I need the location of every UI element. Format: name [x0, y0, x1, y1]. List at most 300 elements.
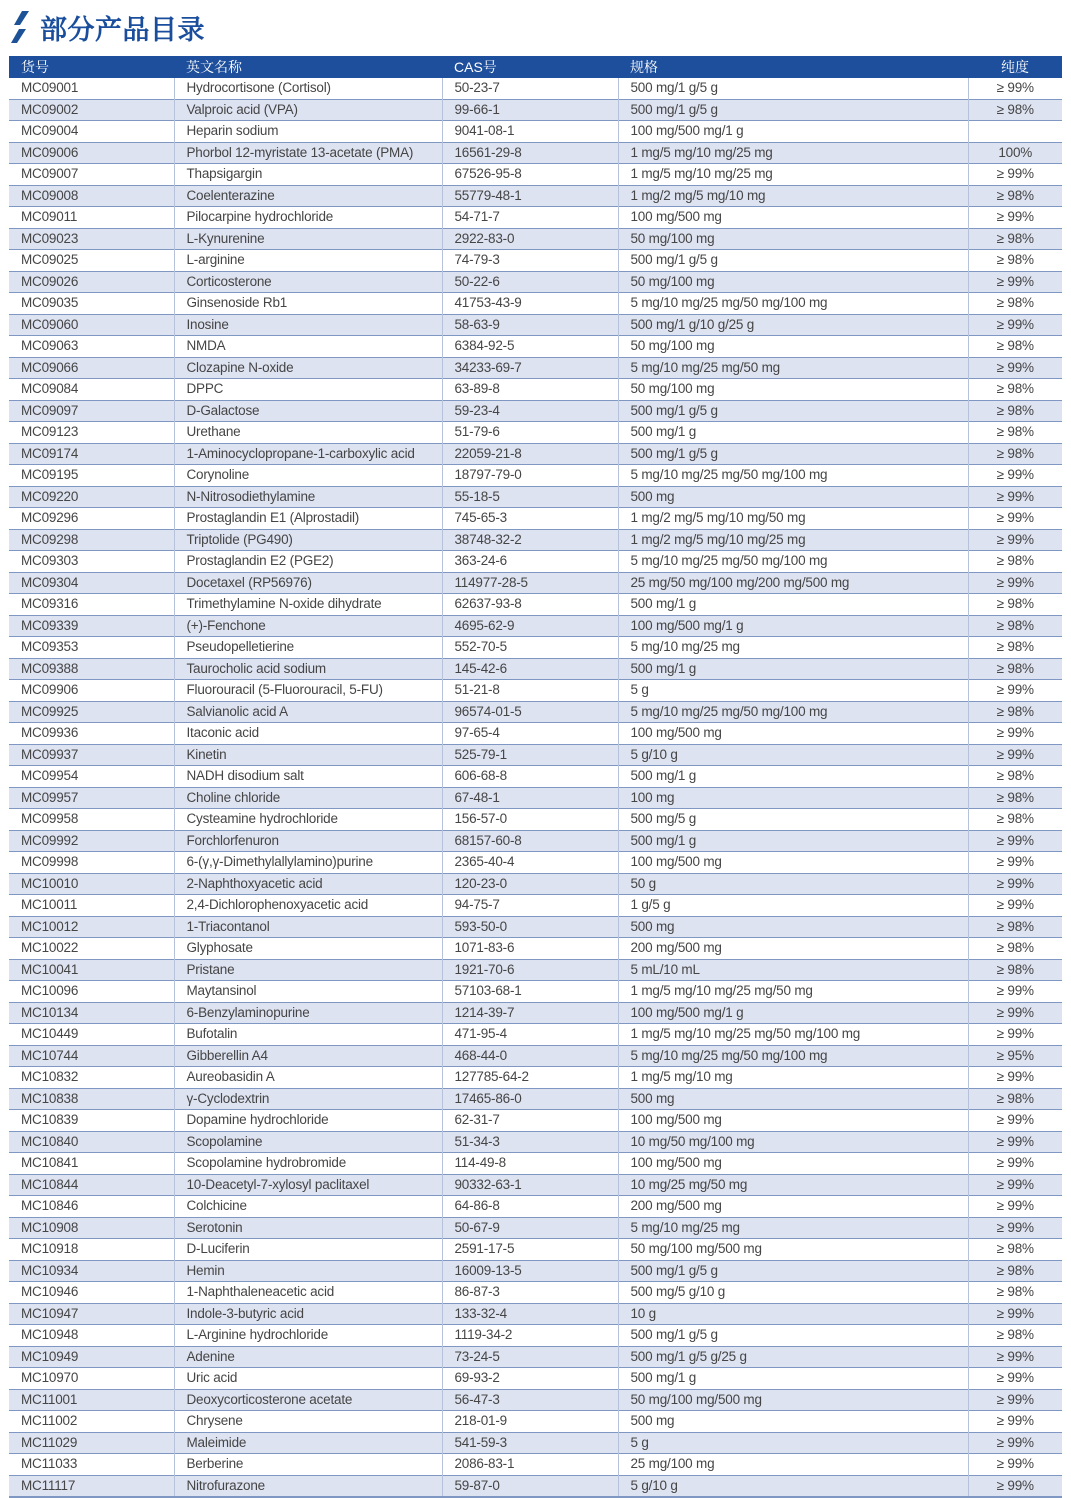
- cell-item_no: MC09025: [21, 252, 79, 267]
- cell-purity: ≥ 99%: [968, 981, 1062, 1003]
- table-row: [9, 142, 1062, 164]
- table-row: [9, 787, 1062, 809]
- cell-spec: 100 mg/500 mg: [618, 723, 968, 745]
- table-row: [9, 1002, 1062, 1024]
- cell-item_no: MC10022: [21, 940, 79, 955]
- cell-item_no: MC09035: [21, 295, 79, 310]
- cell-purity: ≥ 95%: [968, 1045, 1062, 1067]
- cell-spec: 500 mg/1 g/5 g: [618, 99, 968, 121]
- cell-item_no: MC09023: [21, 230, 79, 246]
- cell-cas: 99-66-1: [442, 99, 618, 121]
- cell-item_no: MC10134: [21, 1004, 79, 1020]
- table-row: [9, 1282, 1062, 1304]
- cell-item_no: MC09958: [21, 811, 79, 826]
- cell-item_no: MC09174: [21, 445, 79, 461]
- cell-item_no: MC09316: [21, 596, 79, 611]
- cell-purity: ≥ 99%: [968, 1196, 1062, 1218]
- cell-purity: ≥ 99%: [968, 207, 1062, 229]
- cell-spec: 5 g/10 g: [618, 1475, 968, 1497]
- cell-spec: 500 mg/1 g/5 g: [618, 400, 968, 422]
- table-row: [9, 1174, 1062, 1196]
- cell-name: NMDA: [174, 336, 442, 358]
- cell-spec: 5 mg/10 mg/25 mg: [618, 1217, 968, 1239]
- cell-spec: 1 mg/5 mg/10 mg/25 mg/50 mg: [618, 981, 968, 1003]
- cell-item_no: MC09937: [21, 746, 79, 762]
- cell-item_no: MC09026: [21, 273, 79, 289]
- table-row: [9, 1131, 1062, 1153]
- cell-cas: 22059-21-8: [442, 443, 618, 465]
- table-row: [9, 78, 1062, 99]
- table-body: [9, 78, 1062, 1497]
- table-row: [9, 357, 1062, 379]
- cell-item_no: MC10841: [21, 1155, 79, 1170]
- table-row: [9, 1239, 1062, 1261]
- cell-cas: 1214-39-7: [442, 1002, 618, 1024]
- cell-purity: ≥ 98%: [968, 422, 1062, 444]
- cell-name: Valproic acid (VPA): [174, 99, 442, 121]
- cell-purity: ≥ 99%: [968, 1131, 1062, 1153]
- cell-name: Prostaglandin E1 (Alprostadil): [174, 508, 442, 530]
- table-row: [9, 529, 1062, 551]
- cell-purity: ≥ 98%: [968, 228, 1062, 250]
- cell-cas: 62-31-7: [442, 1110, 618, 1132]
- cell-item_no: MC10096: [21, 983, 79, 998]
- cell-spec: 5 mL/10 mL: [618, 959, 968, 981]
- cell-cas: 1119-34-2: [442, 1325, 618, 1347]
- cell-name: Forchlorfenuron: [174, 830, 442, 852]
- column-header-name: 英文名称: [174, 56, 442, 78]
- cell-cas: 552-70-5: [442, 637, 618, 659]
- table-row: [9, 400, 1062, 422]
- cell-spec: 5 g/10 g: [618, 744, 968, 766]
- cell-spec: 25 mg/100 mg: [618, 1454, 968, 1476]
- table-row: [9, 164, 1062, 186]
- cell-name: N-Nitrosodiethylamine: [174, 486, 442, 508]
- cell-purity: ≥ 99%: [968, 1110, 1062, 1132]
- cell-name: D-Luciferin: [174, 1239, 442, 1261]
- cell-item_no: MC10970: [21, 1370, 79, 1385]
- cell-cas: 96574-01-5: [442, 701, 618, 723]
- cell-name: Docetaxel (RP56976): [174, 572, 442, 594]
- cell-name: Scopolamine: [174, 1131, 442, 1153]
- table-row: [9, 873, 1062, 895]
- cell-spec: 500 mg: [618, 1411, 968, 1433]
- cell-purity: ≥ 99%: [968, 1303, 1062, 1325]
- cell-name: Maleimide: [174, 1432, 442, 1454]
- table-row: [9, 1475, 1062, 1497]
- cell-purity: ≥ 99%: [968, 1475, 1062, 1497]
- cell-spec: 5 mg/10 mg/25 mg/50 mg/100 mg: [618, 1045, 968, 1067]
- table-row: [9, 895, 1062, 917]
- table-row: [9, 1260, 1062, 1282]
- cell-cas: 55779-48-1: [442, 185, 618, 207]
- cell-name: Maytansinol: [174, 981, 442, 1003]
- cell-item_no: MC09353: [21, 639, 79, 654]
- cell-purity: ≥ 98%: [968, 916, 1062, 938]
- cell-purity: ≥ 99%: [968, 271, 1062, 293]
- cell-purity: ≥ 99%: [968, 1346, 1062, 1368]
- cell-item_no: MC09195: [21, 467, 79, 482]
- cell-name: Nitrofurazone: [174, 1475, 442, 1497]
- cell-item_no: MC11002: [21, 1413, 78, 1428]
- cell-cas: 114-49-8: [442, 1153, 618, 1175]
- table-row: [9, 443, 1062, 465]
- cell-purity: ≥ 99%: [968, 1454, 1062, 1476]
- cell-item_no: MC10839: [21, 1112, 79, 1127]
- page-title: 部分产品目录: [40, 15, 205, 45]
- cell-purity: ≥ 98%: [968, 938, 1062, 960]
- cell-name: Glyphosate: [174, 938, 442, 960]
- cell-purity: ≥ 99%: [968, 852, 1062, 874]
- cell-spec: 500 mg/1 g/5 g: [618, 443, 968, 465]
- cell-purity: ≥ 99%: [968, 78, 1062, 99]
- cell-item_no: MC10947: [21, 1305, 79, 1321]
- cell-spec: 100 mg/500 mg/1 g: [618, 615, 968, 637]
- table-row: [9, 1110, 1062, 1132]
- cell-spec: 500 mg/1 g/5 g: [618, 1325, 968, 1347]
- table-row: [9, 293, 1062, 315]
- table-row: [9, 1454, 1062, 1476]
- cell-spec: 50 mg/100 mg: [618, 379, 968, 401]
- cell-name: Kinetin: [174, 744, 442, 766]
- cell-item_no: MC09954: [21, 768, 79, 783]
- cell-cas: 2086-83-1: [442, 1454, 618, 1476]
- cell-cas: 64-86-8: [442, 1196, 618, 1218]
- cell-item_no: MC09084: [21, 381, 79, 396]
- cell-name: 6-Benzylaminopurine: [174, 1002, 442, 1024]
- cell-purity: ≥ 98%: [968, 336, 1062, 358]
- cell-item_no: MC10934: [21, 1262, 79, 1278]
- table-row: [9, 723, 1062, 745]
- cell-item_no: MC09957: [21, 789, 79, 805]
- cell-purity: ≥ 98%: [968, 594, 1062, 616]
- table-row: [9, 1088, 1062, 1110]
- cell-purity: ≥ 99%: [968, 508, 1062, 530]
- cell-cas: 90332-63-1: [442, 1174, 618, 1196]
- table-row: [9, 1217, 1062, 1239]
- cell-spec: 200 mg/500 mg: [618, 938, 968, 960]
- cell-item_no: MC09303: [21, 553, 79, 568]
- cell-spec: 5 g: [618, 1432, 968, 1454]
- table-row: [9, 271, 1062, 293]
- cell-purity: ≥ 99%: [968, 680, 1062, 702]
- cell-item_no: MC09063: [21, 338, 79, 353]
- cell-spec: 10 mg/50 mg/100 mg: [618, 1131, 968, 1153]
- cell-name: Aureobasidin A: [174, 1067, 442, 1089]
- cell-name: Pristane: [174, 959, 442, 981]
- table-row: [9, 1325, 1062, 1347]
- cell-purity: ≥ 98%: [968, 443, 1062, 465]
- cell-purity: [968, 121, 1062, 143]
- table-row: [9, 1196, 1062, 1218]
- table-row: [9, 701, 1062, 723]
- cell-name: Dopamine hydrochloride: [174, 1110, 442, 1132]
- cell-cas: 114977-28-5: [442, 572, 618, 594]
- cell-item_no: MC09388: [21, 660, 79, 676]
- cell-name: Gibberellin A4: [174, 1045, 442, 1067]
- cell-purity: ≥ 98%: [968, 809, 1062, 831]
- cell-item_no: MC09060: [21, 316, 79, 332]
- cell-item_no: MC09001: [21, 80, 79, 95]
- table-row: [9, 594, 1062, 616]
- table-row: [9, 744, 1062, 766]
- cell-cas: 120-23-0: [442, 873, 618, 895]
- cell-item_no: MC10011: [21, 897, 78, 912]
- cell-name: Adenine: [174, 1346, 442, 1368]
- cell-spec: 1 g/5 g: [618, 895, 968, 917]
- cell-cas: 6384-92-5: [442, 336, 618, 358]
- cell-purity: ≥ 98%: [968, 637, 1062, 659]
- cell-cas: 541-59-3: [442, 1432, 618, 1454]
- cell-name: Phorbol 12-myristate 13-acetate (PMA): [174, 142, 442, 164]
- cell-item_no: MC10010: [21, 875, 79, 891]
- table-row: [9, 830, 1062, 852]
- cell-cas: 63-89-8: [442, 379, 618, 401]
- cell-purity: ≥ 99%: [968, 1389, 1062, 1411]
- cell-cas: 4695-62-9: [442, 615, 618, 637]
- column-header-item_no: 货号: [9, 56, 174, 78]
- cell-cas: 9041-08-1: [442, 121, 618, 143]
- cell-cas: 468-44-0: [442, 1045, 618, 1067]
- table-header-row: [9, 56, 1062, 78]
- cell-spec: 1 mg/5 mg/10 mg: [618, 1067, 968, 1089]
- cell-spec: 25 mg/50 mg/100 mg/200 mg/500 mg: [618, 572, 968, 594]
- cell-purity: ≥ 98%: [968, 293, 1062, 315]
- cell-name: 6-(γ,γ-Dimethylallylamino)purine: [174, 852, 442, 874]
- table-row: [9, 336, 1062, 358]
- table-row: [9, 1389, 1062, 1411]
- cell-spec: 500 mg/1 g: [618, 422, 968, 444]
- cell-item_no: MC10946: [21, 1284, 79, 1299]
- cell-purity: ≥ 98%: [968, 400, 1062, 422]
- cell-spec: 5 mg/10 mg/25 mg/50 mg/100 mg: [618, 551, 968, 573]
- cell-purity: ≥ 98%: [968, 379, 1062, 401]
- cell-item_no: MC10846: [21, 1198, 79, 1213]
- cell-item_no: MC11033: [21, 1456, 78, 1471]
- cell-cas: 2591-17-5: [442, 1239, 618, 1261]
- cell-spec: 10 mg/25 mg/50 mg: [618, 1174, 968, 1196]
- cell-cas: 145-42-6: [442, 658, 618, 680]
- cell-purity: ≥ 99%: [968, 164, 1062, 186]
- table-row: [9, 637, 1062, 659]
- cell-name: Cysteamine hydrochloride: [174, 809, 442, 831]
- cell-cas: 156-57-0: [442, 809, 618, 831]
- table-row: [9, 1067, 1062, 1089]
- column-header-purity: 纯度: [968, 56, 1062, 78]
- cell-name: Urethane: [174, 422, 442, 444]
- cell-spec: 500 mg/1 g: [618, 658, 968, 680]
- cell-cas: 38748-32-2: [442, 529, 618, 551]
- cell-name: Coelenterazine: [174, 185, 442, 207]
- cell-item_no: MC09066: [21, 359, 79, 375]
- column-header-spec: 规格: [618, 56, 968, 78]
- cell-cas: 67-48-1: [442, 787, 618, 809]
- table-row: [9, 185, 1062, 207]
- cell-item_no: MC10838: [21, 1090, 79, 1106]
- table-row: [9, 207, 1062, 229]
- cell-spec: 100 mg: [618, 787, 968, 809]
- cell-purity: ≥ 99%: [968, 1002, 1062, 1024]
- cell-name: Colchicine: [174, 1196, 442, 1218]
- table-row: [9, 1303, 1062, 1325]
- cell-cas: 51-79-6: [442, 422, 618, 444]
- cell-item_no: MC10908: [21, 1219, 79, 1235]
- cell-purity: ≥ 99%: [968, 486, 1062, 508]
- cell-name: Uric acid: [174, 1368, 442, 1390]
- column-header-cas: CAS号: [442, 56, 618, 78]
- table-row: [9, 1346, 1062, 1368]
- table-row: [9, 551, 1062, 573]
- cell-name: Corynoline: [174, 465, 442, 487]
- cell-item_no: MC09906: [21, 682, 79, 697]
- cell-spec: 5 mg/10 mg/25 mg/50 mg/100 mg: [618, 293, 968, 315]
- cell-name: D-Galactose: [174, 400, 442, 422]
- cell-cas: 74-79-3: [442, 250, 618, 272]
- cell-cas: 2922-83-0: [442, 228, 618, 250]
- cell-spec: 500 mg/1 g: [618, 1368, 968, 1390]
- cell-purity: ≥ 99%: [968, 1217, 1062, 1239]
- cell-cas: 86-87-3: [442, 1282, 618, 1304]
- cell-cas: 18797-79-0: [442, 465, 618, 487]
- cell-spec: 100 mg/500 mg: [618, 852, 968, 874]
- table-row: [9, 916, 1062, 938]
- cell-purity: ≥ 98%: [968, 1282, 1062, 1304]
- cell-cas: 50-67-9: [442, 1217, 618, 1239]
- cell-cas: 16009-13-5: [442, 1260, 618, 1282]
- table-row: [9, 465, 1062, 487]
- cell-cas: 97-65-4: [442, 723, 618, 745]
- cell-cas: 363-24-6: [442, 551, 618, 573]
- cell-cas: 34233-69-7: [442, 357, 618, 379]
- table-row: [9, 1432, 1062, 1454]
- cell-spec: 500 mg/1 g/5 g: [618, 78, 968, 99]
- cell-spec: 5 g: [618, 680, 968, 702]
- cell-name: Trimethylamine N-oxide dihydrate: [174, 594, 442, 616]
- cell-spec: 1 mg/5 mg/10 mg/25 mg/50 mg/100 mg: [618, 1024, 968, 1046]
- cell-purity: ≥ 98%: [968, 1260, 1062, 1282]
- table-row: [9, 680, 1062, 702]
- cell-name: 1-Triacontanol: [174, 916, 442, 938]
- table-row: [9, 615, 1062, 637]
- cell-item_no: MC10832: [21, 1069, 79, 1084]
- cell-name: Ginsenoside Rb1: [174, 293, 442, 315]
- cell-cas: 59-87-0: [442, 1475, 618, 1497]
- cell-purity: ≥ 98%: [968, 1325, 1062, 1347]
- cell-purity: 100%: [968, 142, 1062, 164]
- table-row: [9, 121, 1062, 143]
- cell-spec: 100 mg/500 mg/1 g: [618, 121, 968, 143]
- cell-spec: 50 mg/100 mg: [618, 228, 968, 250]
- cell-name: Hydrocortisone (Cortisol): [174, 78, 442, 99]
- cell-spec: 1 mg/5 mg/10 mg/25 mg: [618, 142, 968, 164]
- cell-name: 2,4-Dichlorophenoxyacetic acid: [174, 895, 442, 917]
- cell-spec: 5 mg/10 mg/25 mg/50 mg/100 mg: [618, 701, 968, 723]
- table-row: [9, 852, 1062, 874]
- cell-purity: ≥ 98%: [968, 185, 1062, 207]
- cell-cas: 1921-70-6: [442, 959, 618, 981]
- cell-item_no: MC09936: [21, 725, 79, 740]
- cell-purity: ≥ 98%: [968, 701, 1062, 723]
- table-row: [9, 809, 1062, 831]
- cell-spec: 500 mg: [618, 486, 968, 508]
- cell-purity: ≥ 99%: [968, 465, 1062, 487]
- cell-item_no: MC10012: [21, 918, 79, 934]
- cell-name: Pseudopelletierine: [174, 637, 442, 659]
- cell-cas: 525-79-1: [442, 744, 618, 766]
- cell-spec: 50 mg/100 mg: [618, 271, 968, 293]
- cell-item_no: MC09011: [21, 209, 78, 224]
- cell-purity: ≥ 98%: [968, 766, 1062, 788]
- cell-item_no: MC09925: [21, 703, 79, 719]
- table-row: [9, 1153, 1062, 1175]
- cell-name: (+)-Fenchone: [174, 615, 442, 637]
- cell-spec: 5 mg/10 mg/25 mg: [618, 637, 968, 659]
- cell-item_no: MC10844: [21, 1176, 79, 1192]
- cell-spec: 100 mg/500 mg/1 g: [618, 1002, 968, 1024]
- table-row: [9, 1045, 1062, 1067]
- cell-item_no: MC09298: [21, 531, 79, 547]
- cell-cas: 67526-95-8: [442, 164, 618, 186]
- cell-cas: 16561-29-8: [442, 142, 618, 164]
- cell-item_no: MC11029: [21, 1434, 78, 1450]
- cell-name: Heparin sodium: [174, 121, 442, 143]
- cell-name: Hemin: [174, 1260, 442, 1282]
- cell-spec: 50 mg/100 mg: [618, 336, 968, 358]
- cell-spec: 500 mg/1 g/5 g: [618, 1260, 968, 1282]
- cell-purity: ≥ 98%: [968, 551, 1062, 573]
- cell-purity: ≥ 99%: [968, 1024, 1062, 1046]
- table-row: [9, 314, 1062, 336]
- table-row: [9, 228, 1062, 250]
- cell-purity: ≥ 99%: [968, 1067, 1062, 1089]
- cell-spec: 500 mg/5 g/10 g: [618, 1282, 968, 1304]
- page-header: [0, 0, 1071, 56]
- cell-spec: 50 mg/100 mg/500 mg: [618, 1239, 968, 1261]
- table-row: [9, 379, 1062, 401]
- cell-item_no: MC10949: [21, 1348, 79, 1364]
- cell-purity: ≥ 98%: [968, 658, 1062, 680]
- cell-item_no: MC10449: [21, 1026, 79, 1041]
- cell-cas: 127785-64-2: [442, 1067, 618, 1089]
- cell-purity: ≥ 99%: [968, 895, 1062, 917]
- table-row: [9, 658, 1062, 680]
- table-row: [9, 1368, 1062, 1390]
- cell-item_no: MC09339: [21, 617, 79, 633]
- table-row: [9, 508, 1062, 530]
- cell-purity: ≥ 98%: [968, 615, 1062, 637]
- cell-name: Thapsigargin: [174, 164, 442, 186]
- cell-purity: ≥ 98%: [968, 99, 1062, 121]
- cell-name: Deoxycorticosterone acetate: [174, 1389, 442, 1411]
- cell-name: Bufotalin: [174, 1024, 442, 1046]
- cell-cas: 62637-93-8: [442, 594, 618, 616]
- cell-purity: ≥ 99%: [968, 1432, 1062, 1454]
- cell-item_no: MC09002: [21, 101, 79, 117]
- cell-spec: 500 mg/1 g: [618, 766, 968, 788]
- cell-cas: 69-93-2: [442, 1368, 618, 1390]
- double-slash-brand-icon: [10, 11, 31, 44]
- cell-purity: ≥ 99%: [968, 529, 1062, 551]
- cell-spec: 50 mg/100 mg/500 mg: [618, 1389, 968, 1411]
- cell-spec: 100 mg/500 mg: [618, 1110, 968, 1132]
- cell-item_no: MC09123: [21, 424, 79, 439]
- cell-item_no: MC09998: [21, 854, 79, 869]
- cell-item_no: MC09992: [21, 832, 79, 848]
- table-row: [9, 981, 1062, 1003]
- cell-cas: 218-01-9: [442, 1411, 618, 1433]
- cell-cas: 41753-43-9: [442, 293, 618, 315]
- cell-item_no: MC09004: [21, 123, 79, 138]
